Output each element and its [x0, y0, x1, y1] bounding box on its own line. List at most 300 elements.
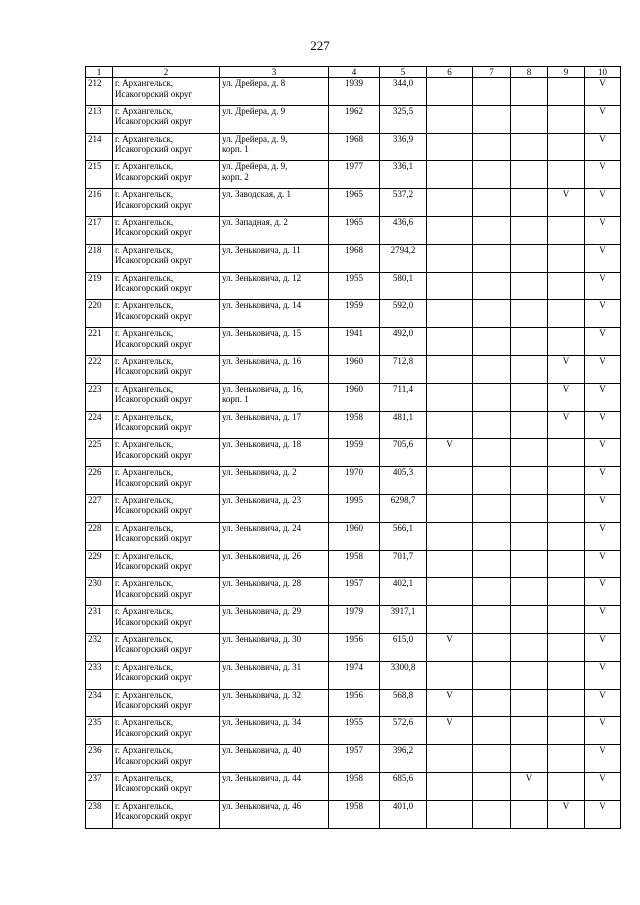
- mark-cell-c7: [473, 745, 511, 773]
- row-number-cell: 214: [86, 133, 113, 161]
- address-line: ул. Зеньковича, д. 40: [222, 745, 302, 756]
- address-line: ул. Зеньковича, д. 23: [222, 494, 302, 505]
- city-text: г. Архангельск,: [115, 772, 174, 783]
- year-cell: 1995: [329, 494, 380, 522]
- mark-cell-c6: [427, 411, 473, 439]
- year-cell: 1957: [329, 745, 380, 773]
- locality-cell: [113, 661, 220, 689]
- mark-cell-c10: V: [585, 467, 621, 495]
- row-number-cell: 224: [86, 411, 113, 439]
- locality-cell: [113, 800, 220, 828]
- mark-cell-c8: [511, 494, 548, 522]
- address-line: корп. 1: [222, 144, 249, 155]
- address-line: ул. Зеньковича, д. 29: [222, 606, 302, 617]
- mark-cell-c10: V: [585, 606, 621, 634]
- address-cell: [220, 328, 329, 356]
- table-row: [86, 411, 621, 439]
- mark-cell-c9: [548, 745, 585, 773]
- year-cell: 1955: [329, 272, 380, 300]
- mark-cell-c8: [511, 161, 548, 189]
- address-line: ул. Зеньковича, д. 16: [222, 355, 302, 366]
- mark-cell-c9: [548, 133, 585, 161]
- address-line: ул. Зеньковича, д. 28: [222, 578, 302, 589]
- city-text: г. Архангельск,: [115, 800, 174, 811]
- row-number-cell: 228: [86, 522, 113, 550]
- mark-cell-c10: V: [585, 133, 621, 161]
- address-line: ул. Заводская, д. 1: [222, 189, 292, 200]
- mark-cell-c9: [548, 439, 585, 467]
- year-cell: 1956: [329, 633, 380, 661]
- district-text: Исакогорский округ: [115, 700, 193, 711]
- district-text: Исакогорский округ: [115, 227, 193, 238]
- mark-cell-c7: [473, 216, 511, 244]
- address-cell: [220, 439, 329, 467]
- address-cell: [220, 578, 329, 606]
- mark-cell-c8: V: [511, 772, 548, 800]
- area-cell: 685,6: [380, 772, 427, 800]
- mark-cell-c6: [427, 161, 473, 189]
- city-text: г. Архангельск,: [115, 633, 174, 644]
- row-number-cell: 227: [86, 494, 113, 522]
- locality-cell: [113, 494, 220, 522]
- locality-cell: [113, 189, 220, 217]
- city-text: г. Архангельск,: [115, 522, 174, 533]
- mark-cell-c9: [548, 522, 585, 550]
- table-row: [86, 467, 621, 495]
- table-row: [86, 800, 621, 828]
- locality-cell: [113, 578, 220, 606]
- address-line: ул. Дрейера, д. 9,: [222, 133, 288, 144]
- mark-cell-c6: [427, 189, 473, 217]
- address-cell: [220, 494, 329, 522]
- district-text: Исакогорский округ: [115, 755, 193, 766]
- mark-cell-c9: [548, 578, 585, 606]
- row-number-cell: 236: [86, 745, 113, 773]
- mark-cell-c8: [511, 105, 548, 133]
- address-cell: [220, 522, 329, 550]
- table-row: [86, 216, 621, 244]
- city-text: г. Архангельск,: [115, 161, 174, 172]
- district-text: Исакогорский округ: [115, 394, 193, 405]
- mark-cell-c8: [511, 439, 548, 467]
- row-number-cell: 235: [86, 717, 113, 745]
- city-text: г. Архангельск,: [115, 550, 174, 561]
- address-line: ул. Зеньковича, д. 17: [222, 411, 302, 422]
- row-number-cell: 220: [86, 300, 113, 328]
- address-line: ул. Зеньковича, д. 31: [222, 661, 302, 672]
- address-cell: [220, 550, 329, 578]
- district-text: Исакогорский округ: [115, 283, 193, 294]
- mark-cell-c10: V: [585, 355, 621, 383]
- mark-cell-c8: [511, 78, 548, 106]
- area-cell: 615,0: [380, 633, 427, 661]
- address-line: ул. Западная, д. 2: [222, 216, 288, 227]
- mark-cell-c9: [548, 689, 585, 717]
- mark-cell-c8: [511, 383, 548, 411]
- area-cell: 492,0: [380, 328, 427, 356]
- year-cell: 1955: [329, 717, 380, 745]
- district-text: Исакогорский округ: [115, 588, 193, 599]
- city-text: г. Архангельск,: [115, 272, 174, 283]
- address-cell: [220, 133, 329, 161]
- mark-cell-c7: [473, 717, 511, 745]
- table-row: [86, 189, 621, 217]
- city-text: г. Архангельск,: [115, 133, 174, 144]
- mark-cell-c8: [511, 300, 548, 328]
- mark-cell-c9: V: [548, 411, 585, 439]
- year-cell: 1979: [329, 606, 380, 634]
- locality-cell: [113, 355, 220, 383]
- row-number-cell: 237: [86, 772, 113, 800]
- address-line: ул. Зеньковича, д. 2: [222, 467, 297, 478]
- mark-cell-c8: [511, 800, 548, 828]
- mark-cell-c9: [548, 328, 585, 356]
- housing-register-table: [85, 66, 621, 829]
- column-header: 1: [86, 67, 113, 78]
- row-number-cell: 222: [86, 355, 113, 383]
- mark-cell-c6: [427, 550, 473, 578]
- mark-cell-c9: [548, 105, 585, 133]
- address-line: ул. Зеньковича, д. 15: [222, 328, 302, 339]
- mark-cell-c7: [473, 78, 511, 106]
- table-row: [86, 578, 621, 606]
- year-cell: 1977: [329, 161, 380, 189]
- address-line: ул. Зеньковича, д. 34: [222, 717, 302, 728]
- locality-cell: [113, 633, 220, 661]
- area-cell: 2794,2: [380, 244, 427, 272]
- city-text: г. Архангельск,: [115, 105, 174, 116]
- city-text: г. Архангельск,: [115, 300, 174, 311]
- table-row: [86, 105, 621, 133]
- area-cell: 701,7: [380, 550, 427, 578]
- mark-cell-c8: [511, 467, 548, 495]
- year-cell: 1960: [329, 355, 380, 383]
- table-row: [86, 633, 621, 661]
- mark-cell-c10: V: [585, 661, 621, 689]
- mark-cell-c9: [548, 78, 585, 106]
- locality-cell: [113, 133, 220, 161]
- row-number-cell: 234: [86, 689, 113, 717]
- table-row: [86, 439, 621, 467]
- mark-cell-c9: [548, 467, 585, 495]
- area-cell: 592,0: [380, 300, 427, 328]
- locality-cell: [113, 383, 220, 411]
- column-number-row: [86, 67, 621, 78]
- row-number-cell: 230: [86, 578, 113, 606]
- column-header: 7: [473, 67, 511, 78]
- mark-cell-c6: [427, 467, 473, 495]
- column-header: 2: [113, 67, 220, 78]
- year-cell: 1958: [329, 772, 380, 800]
- city-text: г. Архангельск,: [115, 244, 174, 255]
- mark-cell-c6: V: [427, 439, 473, 467]
- district-text: Исакогорский округ: [115, 533, 193, 544]
- mark-cell-c10: V: [585, 216, 621, 244]
- mark-cell-c8: [511, 411, 548, 439]
- year-cell: 1960: [329, 383, 380, 411]
- row-number-cell: 231: [86, 606, 113, 634]
- mark-cell-c10: V: [585, 411, 621, 439]
- year-cell: 1960: [329, 522, 380, 550]
- district-text: Исакогорский округ: [115, 144, 193, 155]
- year-cell: 1965: [329, 216, 380, 244]
- district-text: Исакогорский округ: [115, 310, 193, 321]
- area-cell: 344,0: [380, 78, 427, 106]
- column-header: 6: [427, 67, 473, 78]
- mark-cell-c7: [473, 772, 511, 800]
- mark-cell-c6: [427, 383, 473, 411]
- table-row: [86, 661, 621, 689]
- address-line: корп. 1: [222, 394, 249, 405]
- mark-cell-c8: [511, 689, 548, 717]
- mark-cell-c6: [427, 661, 473, 689]
- mark-cell-c9: V: [548, 355, 585, 383]
- district-text: Исакогорский округ: [115, 477, 193, 488]
- locality-cell: [113, 439, 220, 467]
- city-text: г. Архангельск,: [115, 328, 174, 339]
- mark-cell-c6: [427, 328, 473, 356]
- district-text: Исакогорский округ: [115, 672, 193, 683]
- area-cell: 537,2: [380, 189, 427, 217]
- year-cell: 1974: [329, 661, 380, 689]
- address-line: ул. Зеньковича, д. 26: [222, 550, 302, 561]
- mark-cell-c7: [473, 522, 511, 550]
- table-row: [86, 78, 621, 106]
- row-number-cell: 225: [86, 439, 113, 467]
- mark-cell-c9: V: [548, 800, 585, 828]
- address-cell: [220, 216, 329, 244]
- mark-cell-c6: [427, 745, 473, 773]
- year-cell: 1957: [329, 578, 380, 606]
- mark-cell-c8: [511, 578, 548, 606]
- mark-cell-c8: [511, 244, 548, 272]
- mark-cell-c7: [473, 272, 511, 300]
- page-number: 227: [310, 38, 330, 53]
- row-number-cell: 238: [86, 800, 113, 828]
- mark-cell-c10: V: [585, 717, 621, 745]
- mark-cell-c8: [511, 328, 548, 356]
- locality-cell: [113, 467, 220, 495]
- table-row: [86, 745, 621, 773]
- row-number-cell: 216: [86, 189, 113, 217]
- mark-cell-c7: [473, 494, 511, 522]
- year-cell: 1958: [329, 800, 380, 828]
- address-cell: [220, 800, 329, 828]
- address-cell: [220, 105, 329, 133]
- row-number-cell: 212: [86, 78, 113, 106]
- table-row: [86, 272, 621, 300]
- city-text: г. Архангельск,: [115, 467, 174, 478]
- city-text: г. Архангельск,: [115, 411, 174, 422]
- mark-cell-c10: V: [585, 633, 621, 661]
- year-cell: 1962: [329, 105, 380, 133]
- district-text: Исакогорский округ: [115, 199, 193, 210]
- mark-cell-c7: [473, 161, 511, 189]
- mark-cell-c9: [548, 606, 585, 634]
- mark-cell-c10: V: [585, 105, 621, 133]
- mark-cell-c8: [511, 606, 548, 634]
- column-header: 8: [511, 67, 548, 78]
- mark-cell-c10: V: [585, 328, 621, 356]
- mark-cell-c8: [511, 661, 548, 689]
- area-cell: 401,0: [380, 800, 427, 828]
- row-number-cell: 232: [86, 633, 113, 661]
- year-cell: 1970: [329, 467, 380, 495]
- mark-cell-c9: [548, 161, 585, 189]
- year-cell: 1941: [329, 328, 380, 356]
- district-text: Исакогорский округ: [115, 366, 193, 377]
- city-text: г. Архангельск,: [115, 189, 174, 200]
- mark-cell-c10: V: [585, 189, 621, 217]
- area-cell: 325,5: [380, 105, 427, 133]
- mark-cell-c7: [473, 244, 511, 272]
- table-row: [86, 494, 621, 522]
- area-cell: 705,6: [380, 439, 427, 467]
- address-cell: [220, 244, 329, 272]
- address-line: ул. Зеньковича, д. 46: [222, 800, 302, 811]
- address-cell: [220, 300, 329, 328]
- table-row: [86, 689, 621, 717]
- mark-cell-c10: V: [585, 244, 621, 272]
- mark-cell-c6: [427, 800, 473, 828]
- area-cell: 711,4: [380, 383, 427, 411]
- table-row: [86, 133, 621, 161]
- column-header: 5: [380, 67, 427, 78]
- mark-cell-c9: [548, 272, 585, 300]
- row-number-cell: 217: [86, 216, 113, 244]
- year-cell: 1939: [329, 78, 380, 106]
- mark-cell-c6: [427, 300, 473, 328]
- city-text: г. Архангельск,: [115, 439, 174, 450]
- area-cell: 580,1: [380, 272, 427, 300]
- address-line: ул. Зеньковича, д. 16,: [222, 383, 304, 394]
- address-line: ул. Зеньковича, д. 14: [222, 300, 302, 311]
- mark-cell-c9: [548, 717, 585, 745]
- address-line: ул. Зеньковича, д. 24: [222, 522, 302, 533]
- table-row: [86, 244, 621, 272]
- area-cell: 336,9: [380, 133, 427, 161]
- city-text: г. Архангельск,: [115, 717, 174, 728]
- mark-cell-c10: V: [585, 78, 621, 106]
- area-cell: 436,6: [380, 216, 427, 244]
- locality-cell: [113, 606, 220, 634]
- area-cell: 396,2: [380, 745, 427, 773]
- address-cell: [220, 272, 329, 300]
- area-cell: 481,1: [380, 411, 427, 439]
- mark-cell-c9: [548, 216, 585, 244]
- row-number-cell: 226: [86, 467, 113, 495]
- mark-cell-c8: [511, 272, 548, 300]
- year-cell: 1965: [329, 189, 380, 217]
- locality-cell: [113, 105, 220, 133]
- table-row: [86, 328, 621, 356]
- mark-cell-c7: [473, 411, 511, 439]
- area-cell: 568,8: [380, 689, 427, 717]
- area-cell: 566,1: [380, 522, 427, 550]
- row-number-cell: 213: [86, 105, 113, 133]
- year-cell: 1968: [329, 244, 380, 272]
- address-cell: [220, 689, 329, 717]
- row-number-cell: 218: [86, 244, 113, 272]
- mark-cell-c6: V: [427, 633, 473, 661]
- mark-cell-c7: [473, 189, 511, 217]
- mark-cell-c9: [548, 633, 585, 661]
- mark-cell-c7: [473, 467, 511, 495]
- mark-cell-c6: V: [427, 689, 473, 717]
- address-line: ул. Зеньковича, д. 30: [222, 633, 302, 644]
- mark-cell-c10: V: [585, 800, 621, 828]
- mark-cell-c9: [548, 772, 585, 800]
- mark-cell-c8: [511, 717, 548, 745]
- area-cell: 405,3: [380, 467, 427, 495]
- area-cell: 336,1: [380, 161, 427, 189]
- mark-cell-c7: [473, 578, 511, 606]
- mark-cell-c8: [511, 633, 548, 661]
- mark-cell-c8: [511, 522, 548, 550]
- mark-cell-c10: V: [585, 689, 621, 717]
- district-text: Исакогорский округ: [115, 811, 193, 822]
- area-cell: 3300,8: [380, 661, 427, 689]
- address-line: ул. Зеньковича, д. 18: [222, 439, 302, 450]
- district-text: Исакогорский округ: [115, 171, 193, 182]
- mark-cell-c6: [427, 772, 473, 800]
- column-header: 9: [548, 67, 585, 78]
- mark-cell-c7: [473, 633, 511, 661]
- mark-cell-c10: V: [585, 745, 621, 773]
- mark-cell-c6: [427, 105, 473, 133]
- district-text: Исакогорский округ: [115, 338, 193, 349]
- mark-cell-c7: [473, 328, 511, 356]
- row-number-cell: 219: [86, 272, 113, 300]
- mark-cell-c6: [427, 606, 473, 634]
- table-row: [86, 550, 621, 578]
- mark-cell-c8: [511, 550, 548, 578]
- mark-cell-c6: [427, 522, 473, 550]
- district-text: Исакогорский округ: [115, 505, 193, 516]
- city-text: г. Архангельск,: [115, 494, 174, 505]
- column-header: 10: [585, 67, 621, 78]
- address-line: ул. Зеньковича, д. 44: [222, 772, 302, 783]
- district-text: Исакогорский округ: [115, 116, 193, 127]
- district-text: Исакогорский округ: [115, 644, 193, 655]
- mark-cell-c7: [473, 133, 511, 161]
- table-row: [86, 606, 621, 634]
- mark-cell-c8: [511, 133, 548, 161]
- mark-cell-c10: V: [585, 522, 621, 550]
- row-number-cell: 233: [86, 661, 113, 689]
- area-cell: 6298,7: [380, 494, 427, 522]
- table-row: [86, 717, 621, 745]
- district-text: Исакогорский округ: [115, 616, 193, 627]
- city-text: г. Архангельск,: [115, 661, 174, 672]
- mark-cell-c10: V: [585, 383, 621, 411]
- district-text: Исакогорский округ: [115, 422, 193, 433]
- mark-cell-c7: [473, 550, 511, 578]
- mark-cell-c7: [473, 439, 511, 467]
- address-cell: [220, 161, 329, 189]
- locality-cell: [113, 272, 220, 300]
- address-cell: [220, 355, 329, 383]
- address-line: ул. Зеньковича, д. 32: [222, 689, 302, 700]
- mark-cell-c6: [427, 244, 473, 272]
- address-line: ул. Зеньковича, д. 11: [222, 244, 301, 255]
- mark-cell-c10: V: [585, 300, 621, 328]
- row-number-cell: 223: [86, 383, 113, 411]
- locality-cell: [113, 550, 220, 578]
- table-row: [86, 383, 621, 411]
- city-text: г. Архангельск,: [115, 606, 174, 617]
- district-text: Исакогорский округ: [115, 783, 193, 794]
